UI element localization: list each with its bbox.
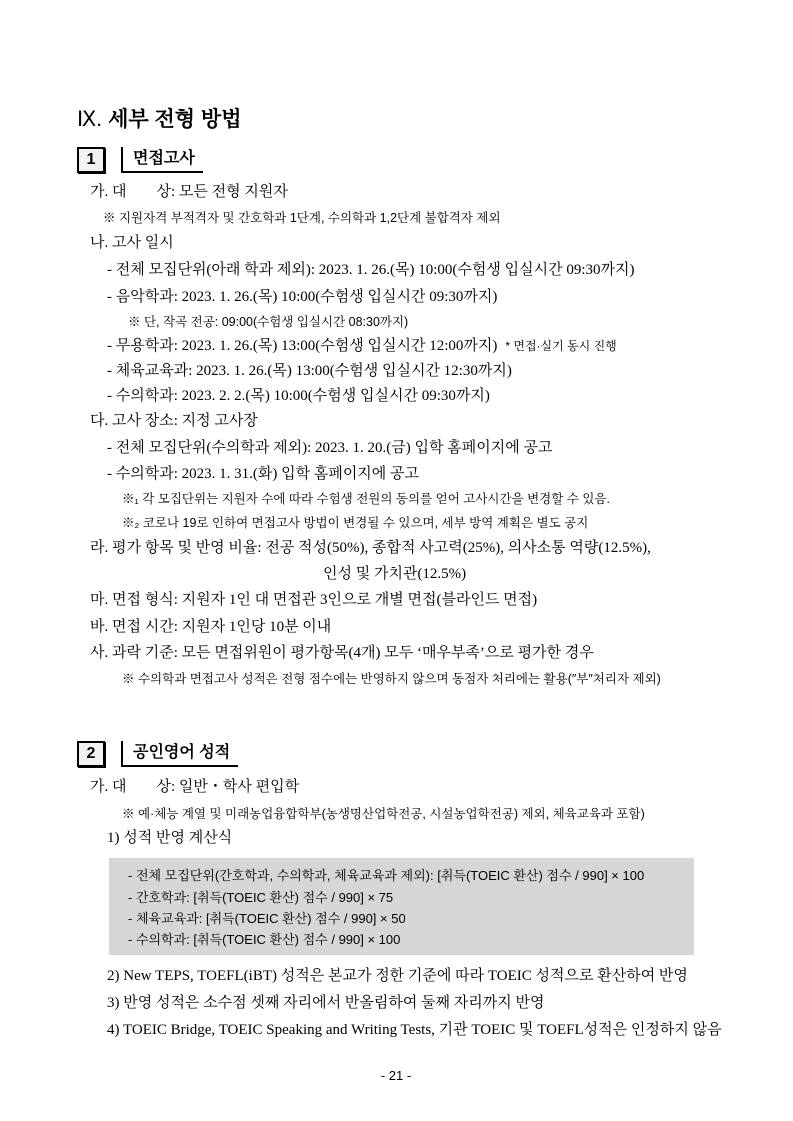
target-line: 가. 대 상: 모든 전형 지원자 bbox=[90, 184, 288, 200]
schedule-item bbox=[107, 336, 617, 356]
target-line: 가. 대 상: 일반・학사 편입학 bbox=[90, 779, 300, 795]
criteria-line: 인성 및 가치관(12.5%) bbox=[323, 566, 467, 582]
section-number-box: 1 bbox=[77, 147, 105, 173]
dance-note: * 면접·실기 동시 진행 bbox=[505, 339, 617, 353]
rule-line: 2) New TEPS, TOEFL(iBT) 성적은 본교가 정한 기준에 따라 TOEIC 성적으로 환산하여 반영 bbox=[107, 968, 688, 984]
section-heading: 공인영어 성적 bbox=[121, 741, 238, 767]
criteria-line: 라. 평가 항목 및 반영 비율: 전공 적성(50%), 종합적 사고력(25%), 의사소통 역량(12.5%), bbox=[90, 540, 651, 556]
formula-box bbox=[109, 858, 694, 955]
section-heading: 면접고사 bbox=[121, 147, 203, 173]
schedule-item-text: - 무용학과: 2023. 1. 26.(목) 13:00(수험생 입실시간 12:00까지) bbox=[107, 338, 498, 354]
section-number-box: 2 bbox=[77, 741, 105, 767]
venue-note: ※₂ 코로나 19로 인하여 면접고사 방법이 변경될 수 있으며, 세부 방역 계획은 별도 공지 bbox=[122, 516, 589, 530]
rule-line: 3) 반영 성적은 소수점 셋째 자리에서 반올림하여 둘째 자리까지 반영 bbox=[107, 995, 545, 1011]
schedule-item: - 전체 모집단위(아래 학과 제외): 2023. 1. 26.(목) 10:00(수험생 입실시간 09:30까지) bbox=[107, 262, 635, 278]
cutoff-line: 사. 과락 기준: 모든 면접위원이 평가항목(4개) 모두 ‘매우부족’으로 평가한 경우 bbox=[90, 645, 594, 661]
chapter-numeral: Ⅸ. bbox=[77, 108, 103, 131]
formula-line: - 수의학과: [취득(TOEIC 환산) 점수 / 990] × 100 bbox=[128, 932, 401, 947]
venue-note: ※₁ 각 모집단위는 지원자 수에 따라 수험생 전원의 동의를 얻어 고사시간을 변경할 수 있음. bbox=[122, 492, 610, 506]
chapter-title-text: 세부 전형 방법 bbox=[108, 108, 242, 131]
chapter-title bbox=[77, 106, 242, 134]
rule-line: 4) TOEIC Bridge, TOEIC Speaking and Writing Tests, 기관 TOEIC 및 TOEFL성적은 인정하지 않음 bbox=[107, 1022, 722, 1038]
formula-heading: 1) 성적 반영 계산식 bbox=[107, 830, 233, 846]
venue-item: - 전체 모집단위(수의학과 제외): 2023. 1. 20.(금) 입학 홈페이지에 공고 bbox=[107, 440, 553, 456]
venue-heading: 다. 고사 장소: 지정 고사장 bbox=[90, 413, 258, 429]
schedule-note: ※ 단, 작곡 전공: 09:00(수험생 입실시간 08:30까지) bbox=[128, 315, 409, 329]
formula-line: - 전체 모집단위(간호학과, 수의학과, 체육교육과 제외): [취득(TOEIC 환산) 점수 / 990] × 100 bbox=[128, 868, 645, 883]
page-number: - 21 - bbox=[380, 1068, 412, 1083]
duration-line: 바. 면접 시간: 지원자 1인당 10분 이내 bbox=[90, 619, 332, 635]
venue-item: - 수의학과: 2023. 1. 31.(화) 입학 홈페이지에 공고 bbox=[107, 466, 420, 482]
schedule-heading: 나. 고사 일시 bbox=[90, 235, 174, 251]
schedule-item: - 체육교육과: 2023. 1. 26.(목) 13:00(수험생 입실시간 12:30까지) bbox=[107, 363, 512, 379]
cutoff-note: ※ 수의학과 면접고사 성적은 전형 점수에는 반영하지 않으며 동점자 처리에는 활용(″부″처리자 제외) bbox=[122, 672, 661, 686]
formula-line: - 간호학과: [취득(TOEIC 환산) 점수 / 990] × 75 bbox=[128, 890, 394, 905]
target-note: ※ 지원자격 부적격자 및 간호학과 1단계, 수의학과 1,2단계 불합격자 제외 bbox=[103, 211, 501, 225]
schedule-item: - 수의학과: 2023. 2. 2.(목) 10:00(수험생 입실시간 09:30까지) bbox=[107, 388, 490, 404]
format-line: 마. 면접 형식: 지원자 1인 대 면접관 3인으로 개별 면접(블라인드 면접) bbox=[90, 592, 538, 608]
schedule-item: - 음악학과: 2023. 1. 26.(목) 10:00(수험생 입실시간 09:30까지) bbox=[107, 289, 498, 305]
formula-line: - 체육교육과: [취득(TOEIC 환산) 점수 / 990] × 50 bbox=[128, 911, 406, 926]
target-note: ※ 예·체능 계열 및 미래농업융합학부(농생명산업학전공, 시설농업학전공) 제외, 체육교육과 포함) bbox=[122, 807, 645, 821]
